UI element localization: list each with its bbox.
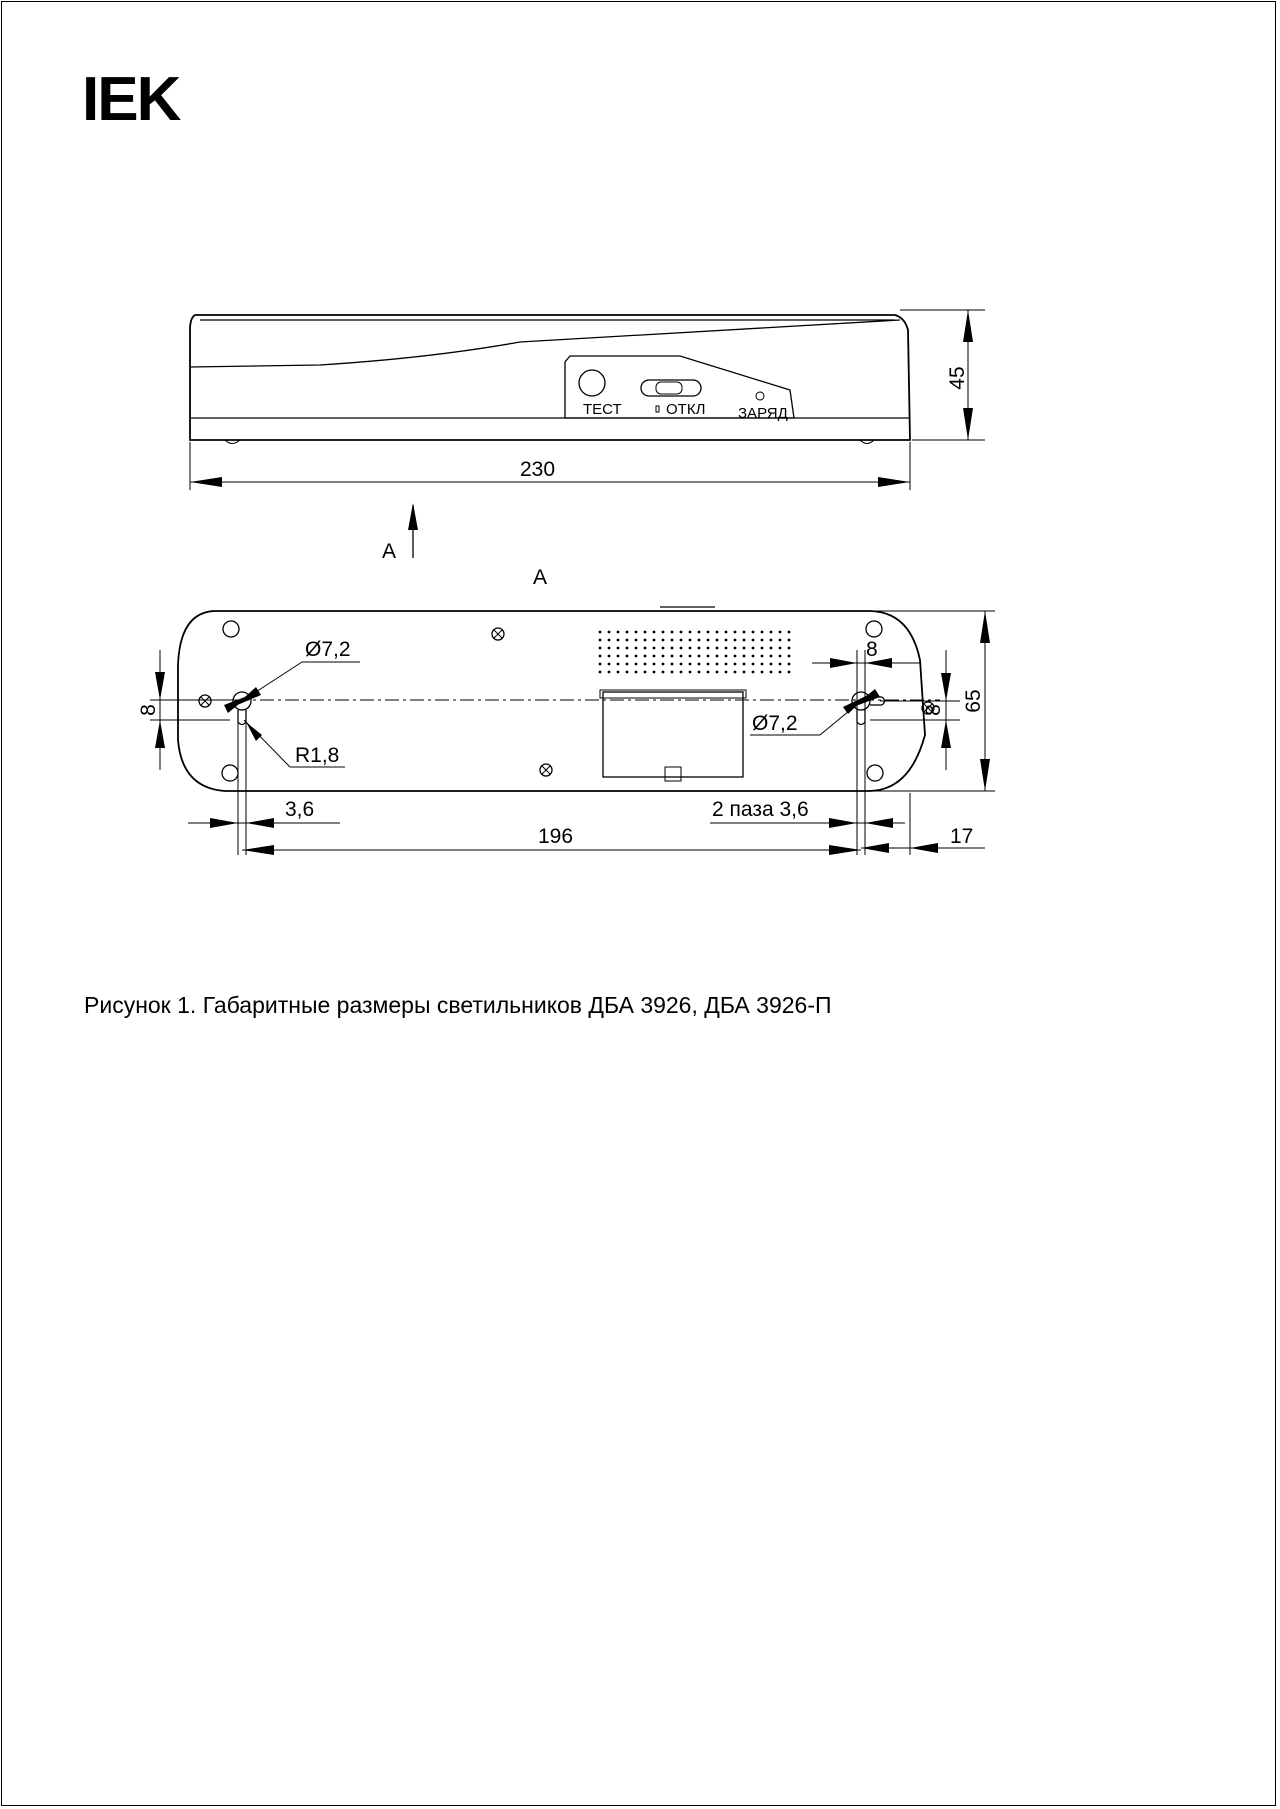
grille-dot bbox=[635, 671, 638, 674]
grille-dot bbox=[725, 655, 728, 658]
grille-dot bbox=[635, 639, 638, 642]
grille-dot bbox=[635, 631, 638, 634]
grille-dot bbox=[788, 639, 791, 642]
switch-mark-icon bbox=[656, 406, 659, 412]
grille-dot bbox=[743, 631, 746, 634]
grille-dot bbox=[689, 631, 692, 634]
grille-dot bbox=[608, 655, 611, 658]
grille-dot bbox=[761, 655, 764, 658]
test-button-icon bbox=[579, 370, 605, 396]
arrow-230-left bbox=[190, 477, 222, 487]
grille-dot bbox=[644, 671, 647, 674]
grille-dot bbox=[734, 631, 737, 634]
grille-dot bbox=[608, 663, 611, 666]
grille-dot bbox=[743, 663, 746, 666]
grille-dot bbox=[644, 631, 647, 634]
view-title: А bbox=[533, 566, 548, 589]
grille-dot bbox=[671, 647, 674, 650]
grille-dot bbox=[671, 631, 674, 634]
grille-dot bbox=[599, 647, 602, 650]
dim-r18: R1,8 bbox=[295, 744, 340, 767]
arrow-36-right-b bbox=[865, 818, 893, 828]
arrow-8-right-top bbox=[941, 673, 951, 701]
grille-dot bbox=[770, 655, 773, 658]
figure-caption: Рисунок 1. Габаритные размеры светильников ДБА 3926, ДБА 3926-П bbox=[84, 992, 832, 1018]
grille-dot bbox=[680, 663, 683, 666]
arrow-17-right bbox=[910, 843, 938, 853]
grille-dot bbox=[626, 671, 629, 674]
grille-dot bbox=[716, 671, 719, 674]
grille-dot bbox=[599, 655, 602, 658]
grille-dot bbox=[608, 639, 611, 642]
view-arrow-label: А bbox=[382, 540, 397, 563]
grille-dot bbox=[689, 655, 692, 658]
arrow-65-bottom bbox=[980, 759, 990, 791]
grille-dot bbox=[698, 639, 701, 642]
grille-dot bbox=[662, 631, 665, 634]
grille-dot bbox=[779, 655, 782, 658]
side-view bbox=[190, 310, 985, 490]
grille-dot bbox=[788, 647, 791, 650]
grille-dot bbox=[788, 663, 791, 666]
grille-dot bbox=[788, 655, 791, 658]
grille-dot bbox=[662, 655, 665, 658]
grille-dot bbox=[770, 639, 773, 642]
screw-icon bbox=[199, 695, 211, 707]
grille-dot bbox=[626, 663, 629, 666]
grille-dot bbox=[716, 655, 719, 658]
grille-dot bbox=[752, 639, 755, 642]
grille-dot bbox=[743, 647, 746, 650]
arrow-65-top bbox=[980, 611, 990, 643]
grille-dot bbox=[707, 663, 710, 666]
grille-dot bbox=[626, 647, 629, 650]
grille-dot bbox=[725, 631, 728, 634]
screw-icon bbox=[492, 628, 504, 640]
grille-dot bbox=[608, 631, 611, 634]
grille-dot bbox=[752, 655, 755, 658]
corner-hole-icon bbox=[867, 765, 883, 781]
grille-dot bbox=[698, 671, 701, 674]
grille-dot bbox=[680, 631, 683, 634]
arrow-36-left-a bbox=[210, 818, 238, 828]
grille-dot bbox=[662, 639, 665, 642]
off-label: ОТКЛ bbox=[666, 401, 706, 418]
grille-dot bbox=[779, 631, 782, 634]
grille-dot bbox=[743, 671, 746, 674]
grille-dot bbox=[770, 663, 773, 666]
arrow-36-left-b bbox=[246, 818, 274, 828]
grille-dot bbox=[707, 647, 710, 650]
dim-d72-left: Ø7,2 bbox=[305, 638, 351, 661]
grille-dot bbox=[770, 671, 773, 674]
grille-dot bbox=[635, 663, 638, 666]
grille-dot bbox=[644, 663, 647, 666]
grille-dot bbox=[761, 671, 764, 674]
grille-dot bbox=[707, 631, 710, 634]
grille-dot bbox=[662, 671, 665, 674]
grille-dot bbox=[725, 639, 728, 642]
grille-dot bbox=[680, 639, 683, 642]
bottom-housing-outline bbox=[178, 611, 925, 791]
grille-dot bbox=[779, 671, 782, 674]
view-arrow-head bbox=[408, 503, 418, 530]
grille-dot bbox=[617, 639, 620, 642]
speaker-grille bbox=[599, 631, 791, 674]
grille-dot bbox=[680, 671, 683, 674]
side-curve-line bbox=[190, 320, 900, 367]
grille-dot bbox=[689, 647, 692, 650]
grille-dot bbox=[752, 671, 755, 674]
dim-d72-right: Ø7,2 bbox=[752, 712, 798, 735]
grille-dot bbox=[743, 655, 746, 658]
grille-dot bbox=[725, 663, 728, 666]
grille-dot bbox=[707, 671, 710, 674]
corner-hole-icon bbox=[866, 621, 882, 637]
battery-latch bbox=[665, 767, 681, 781]
grille-dot bbox=[644, 639, 647, 642]
grille-dot bbox=[599, 671, 602, 674]
grille-dot bbox=[617, 655, 620, 658]
grille-dot bbox=[761, 663, 764, 666]
grille-dot bbox=[779, 663, 782, 666]
grille-dot bbox=[707, 639, 710, 642]
grille-dot bbox=[671, 671, 674, 674]
charge-led-icon bbox=[756, 392, 764, 400]
arrow-8-left-top bbox=[155, 672, 165, 700]
corner-hole-icon bbox=[223, 621, 239, 637]
grille-dot bbox=[662, 663, 665, 666]
grille-dot bbox=[788, 671, 791, 674]
grille-dot bbox=[599, 663, 602, 666]
grille-dot bbox=[779, 639, 782, 642]
grille-dot bbox=[707, 655, 710, 658]
grille-dot bbox=[752, 647, 755, 650]
grille-dot bbox=[671, 639, 674, 642]
grille-dot bbox=[734, 639, 737, 642]
corner-hole-icon bbox=[222, 765, 238, 781]
grille-dot bbox=[770, 647, 773, 650]
grille-dot bbox=[734, 671, 737, 674]
grille-dot bbox=[689, 671, 692, 674]
grille-dot bbox=[716, 631, 719, 634]
grille-dot bbox=[617, 647, 620, 650]
grille-dot bbox=[626, 631, 629, 634]
dim-65: 65 bbox=[962, 689, 985, 713]
grille-dot bbox=[752, 663, 755, 666]
test-label: ТЕСТ bbox=[583, 401, 622, 418]
grille-dot bbox=[734, 647, 737, 650]
grille-dot bbox=[608, 671, 611, 674]
grille-dot bbox=[770, 631, 773, 634]
view-arrow-a bbox=[382, 503, 418, 563]
arrow-r18 bbox=[246, 722, 262, 741]
arrow-8-left-bottom bbox=[155, 720, 165, 748]
grille-dot bbox=[761, 647, 764, 650]
grille-dot bbox=[653, 655, 656, 658]
dim-45: 45 bbox=[946, 366, 969, 390]
grille-dot bbox=[716, 639, 719, 642]
grille-dot bbox=[698, 647, 701, 650]
grille-dot bbox=[689, 663, 692, 666]
dim-slots-note: 2 паза 3,6 bbox=[712, 798, 809, 821]
grille-dot bbox=[689, 639, 692, 642]
arrow-36-right-a bbox=[829, 818, 857, 828]
grille-dot bbox=[752, 631, 755, 634]
grille-dot bbox=[635, 655, 638, 658]
grille-dot bbox=[617, 663, 620, 666]
arrow-196-right bbox=[829, 845, 861, 855]
grille-dot bbox=[644, 647, 647, 650]
arrow-45-top bbox=[963, 310, 973, 342]
grille-dot bbox=[653, 663, 656, 666]
arrow-196-left bbox=[242, 845, 274, 855]
grille-dot bbox=[653, 671, 656, 674]
grille-dot bbox=[788, 631, 791, 634]
screw-icon bbox=[540, 764, 552, 776]
grille-dot bbox=[617, 631, 620, 634]
grille-dot bbox=[761, 631, 764, 634]
grille-dot bbox=[626, 639, 629, 642]
grille-dot bbox=[644, 655, 647, 658]
arrow-8-top-left bbox=[830, 658, 857, 668]
side-housing-outline bbox=[190, 315, 910, 440]
arrow-8-right-bottom bbox=[941, 720, 951, 748]
grille-dot bbox=[734, 663, 737, 666]
battery-compartment bbox=[603, 692, 743, 777]
dim-36-left: 3,6 bbox=[285, 798, 315, 821]
grille-dot bbox=[635, 647, 638, 650]
arrow-45-bottom bbox=[963, 408, 973, 440]
grille-dot bbox=[671, 663, 674, 666]
grille-dot bbox=[716, 663, 719, 666]
logo-text: IEK bbox=[82, 65, 180, 134]
grille-dot bbox=[743, 639, 746, 642]
grille-dot bbox=[698, 663, 701, 666]
grille-dot bbox=[653, 631, 656, 634]
grille-dot bbox=[599, 639, 602, 642]
grille-dot bbox=[653, 639, 656, 642]
dim-8-top: 8 bbox=[866, 638, 878, 661]
dim-8-left: 8 bbox=[137, 704, 160, 716]
dim-230: 230 bbox=[520, 458, 556, 481]
grille-dot bbox=[716, 647, 719, 650]
dim-196: 196 bbox=[538, 825, 574, 848]
grille-dot bbox=[761, 639, 764, 642]
grille-dot bbox=[662, 647, 665, 650]
grille-dot bbox=[698, 655, 701, 658]
bottom-view bbox=[137, 607, 995, 855]
grille-dot bbox=[617, 671, 620, 674]
grille-dot bbox=[725, 671, 728, 674]
grille-dot bbox=[680, 647, 683, 650]
grille-dot bbox=[698, 631, 701, 634]
grille-dot bbox=[734, 655, 737, 658]
charge-label: ЗАРЯД bbox=[738, 405, 788, 422]
grille-dot bbox=[725, 647, 728, 650]
grille-dot bbox=[608, 647, 611, 650]
grille-dot bbox=[680, 655, 683, 658]
grille-dot bbox=[626, 655, 629, 658]
iek-logo bbox=[82, 65, 182, 134]
arrow-230-right bbox=[878, 477, 910, 487]
off-switch-slider-icon bbox=[656, 382, 682, 394]
grille-dot bbox=[599, 631, 602, 634]
dim-17: 17 bbox=[950, 825, 974, 848]
battery-lid-edge bbox=[600, 690, 746, 698]
grille-dot bbox=[653, 647, 656, 650]
grille-dot bbox=[779, 647, 782, 650]
dim-8-right: 8 bbox=[922, 704, 945, 716]
grille-dot bbox=[671, 655, 674, 658]
